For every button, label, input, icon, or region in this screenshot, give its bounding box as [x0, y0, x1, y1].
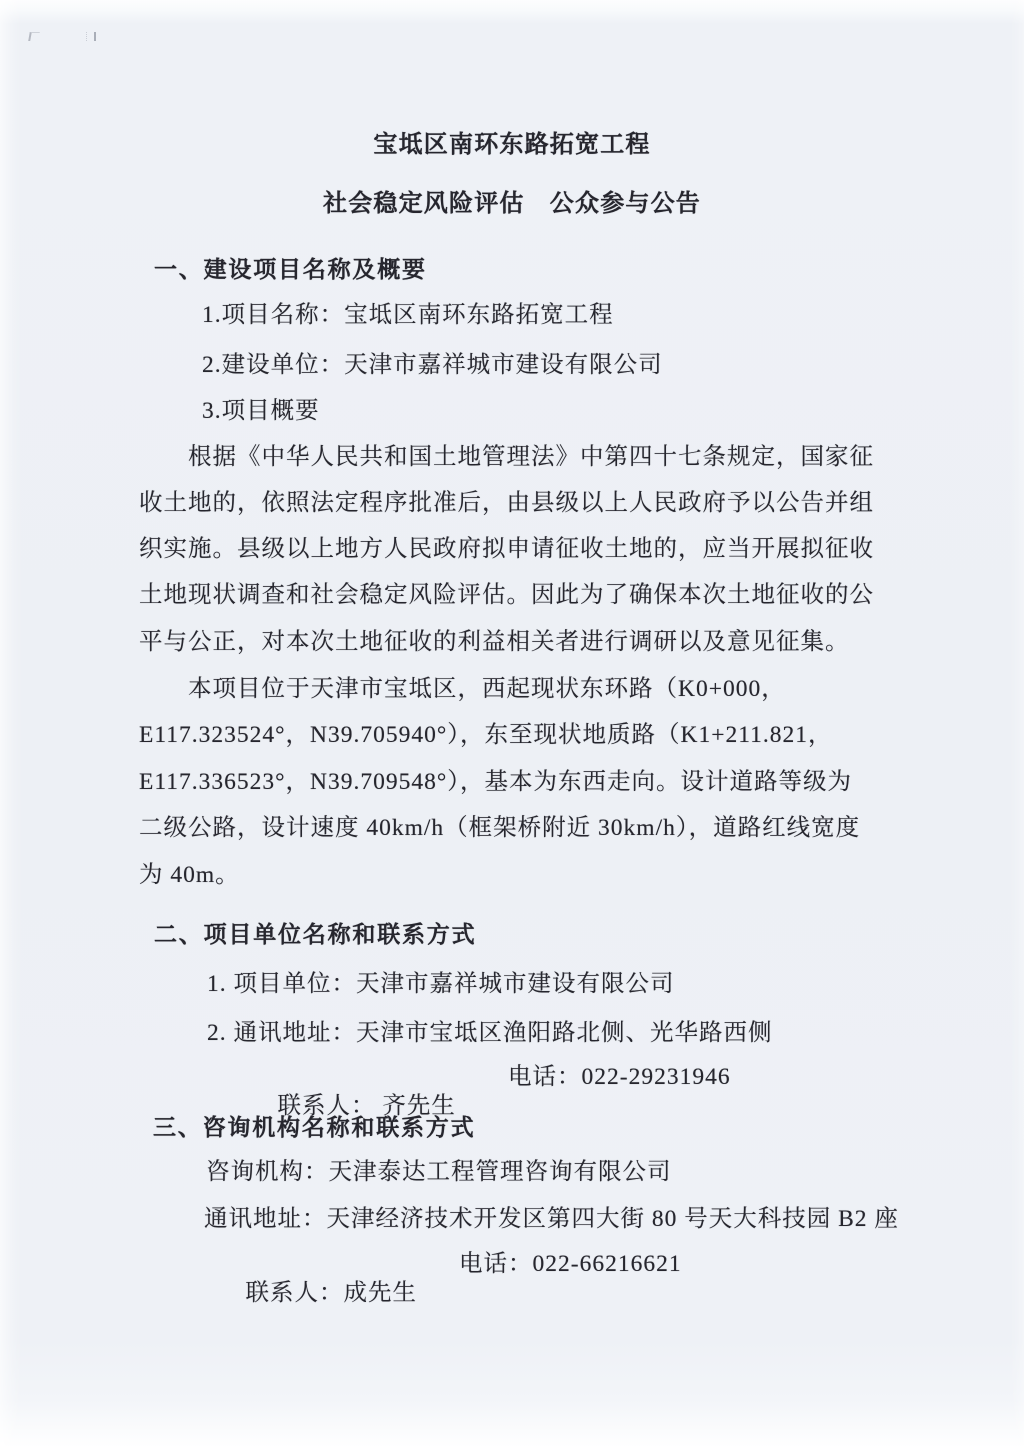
paragraph-2-line-1: 本项目位于天津市宝坻区，西起现状东环路（K0+000，	[188, 676, 786, 702]
paragraph-2-line-2: E117.323524°，N39.705940°），东至现状地质路（K1+211.821，	[139, 722, 833, 748]
consulting-agency-line: 咨询机构：天津泰达工程管理咨询有限公司	[206, 1159, 672, 1185]
paragraph-1-line-1: 根据《中华人民共和国土地管理法》中第四十七条规定，国家征	[188, 444, 874, 470]
section-2-heading: 二、项目单位名称和联系方式	[154, 921, 477, 947]
project-summary-label: 3.项目概要	[202, 398, 320, 424]
paragraph-1-line-2: 收土地的，依照法定程序批准后，由县级以上人民政府予以公告并组	[139, 490, 874, 516]
project-unit-line: 1. 项目单位：天津市嘉祥城市建设有限公司	[207, 971, 675, 997]
construction-unit-line: 2.建设单位：天津市嘉祥城市建设有限公司	[202, 352, 663, 378]
paragraph-2-line-4: 二级公路，设计速度 40km/h（框架桥附近 30km/h），道路红线宽度	[139, 815, 861, 841]
paragraph-1-line-5: 平与公正，对本次土地征收的利益相关者进行调研以及意见征集。	[139, 629, 850, 655]
paragraph-2-line-5: 为 40m。	[139, 862, 240, 888]
section-3-contact-person: 联系人：成先生	[245, 1279, 417, 1306]
section-3-contact-phone: 电话：022-66216621	[459, 1251, 682, 1277]
paragraph-1-line-3: 织实施。县级以上地方人民政府拟申请征收土地的，应当开展拟征收	[139, 536, 874, 562]
paragraph-1-line-4: 土地现状调查和社会稳定风险评估。因此为了确保本次土地征收的公	[139, 582, 874, 608]
section-2-contact-person: 联系人： 齐先生	[277, 1092, 456, 1119]
scan-smudge-left	[28, 32, 40, 41]
agency-address-line: 通讯地址：天津经济技术开发区第四大街 80 号天大科技园 B2 座	[204, 1206, 899, 1232]
paragraph-2-line-3: E117.336523°，N39.709548°），基本为东西走向。设计道路等级为	[139, 769, 852, 795]
doc-title-line-1: 宝坻区南环东路拓宽工程	[373, 131, 651, 158]
section-2-contact-phone: 电话：022-29231946	[508, 1064, 731, 1090]
section-1-heading: 一、建设项目名称及概要	[154, 256, 427, 282]
doc-title-line-2: 社会稳定风险评估 公众参与公告	[323, 190, 701, 217]
scan-smudge-right	[86, 32, 96, 41]
project-name-line: 1.项目名称：宝坻区南环东路拓宽工程	[202, 302, 614, 328]
section-3-contact-line	[218, 1250, 682, 1365]
section-3-heading: 三、咨询机构名称和联系方式	[153, 1114, 476, 1140]
mailing-address-line: 2. 通讯地址：天津市宝坻区渔阳路北侧、光华路西侧	[207, 1020, 773, 1046]
